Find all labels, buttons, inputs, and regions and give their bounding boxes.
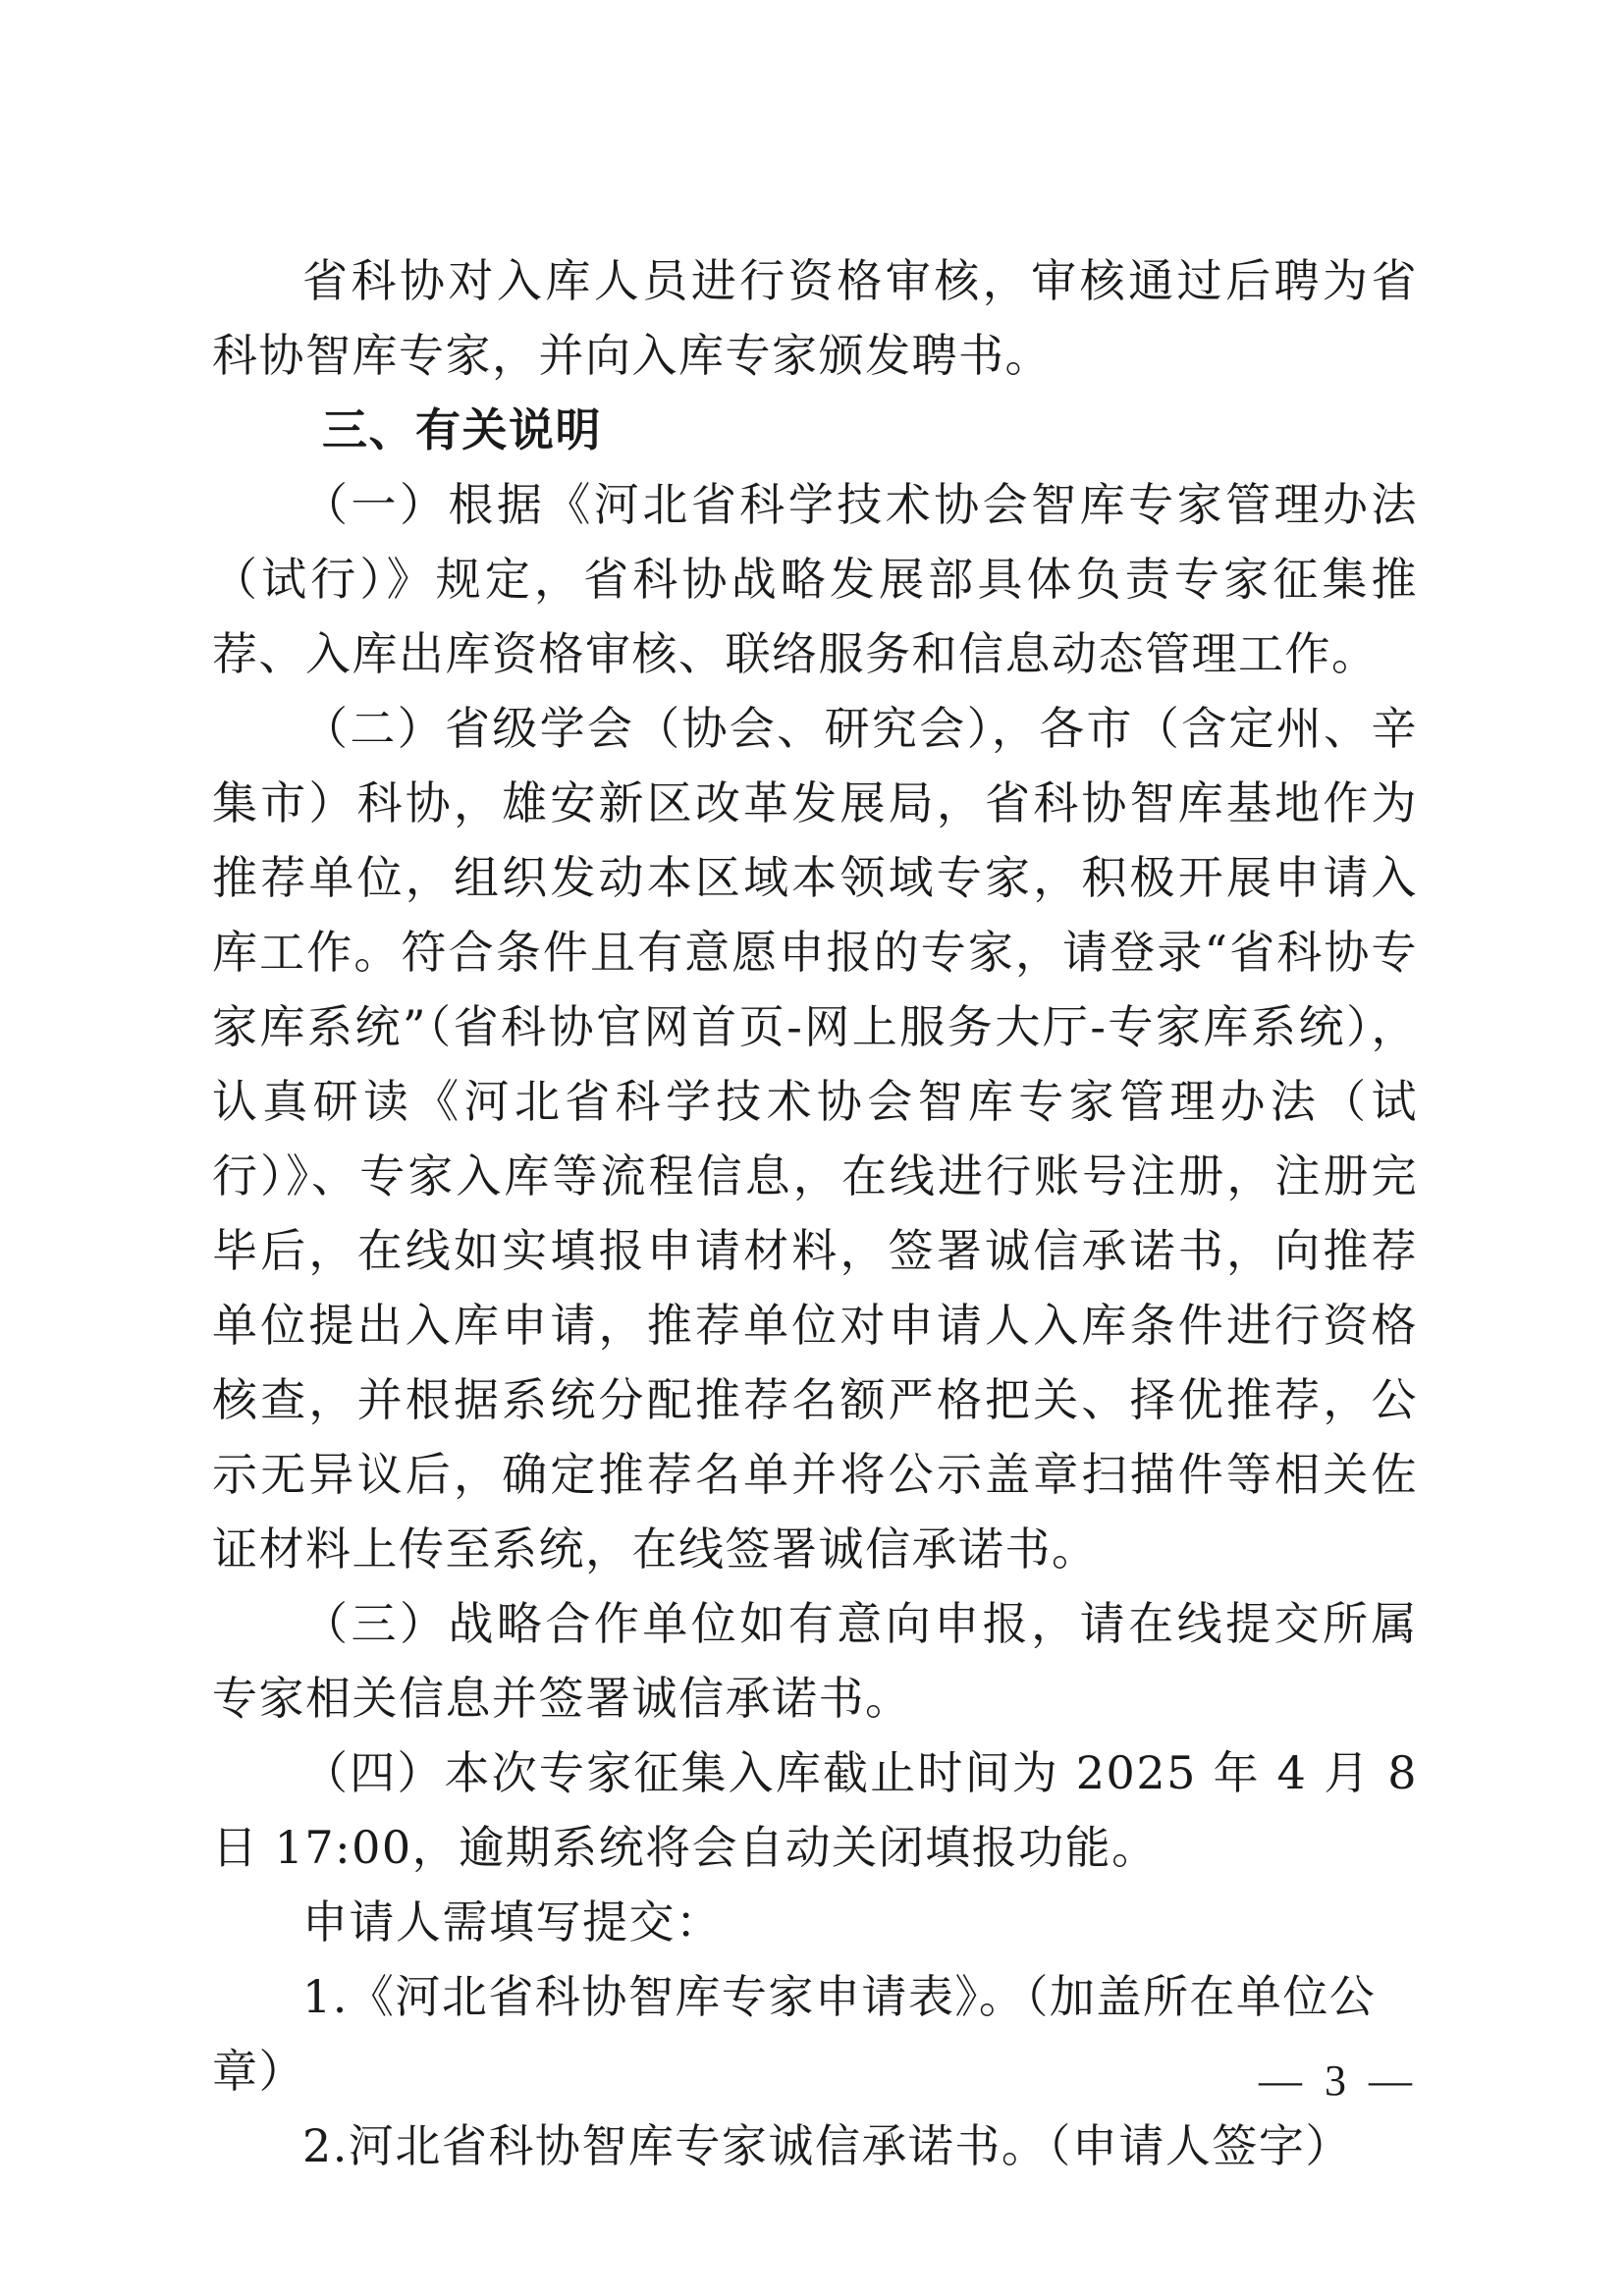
document-body [212,243,1418,2183]
submission-item-1: 1.《河北省科协智库专家申请表》。（加盖所在单位公章） [212,1970,1377,2098]
submission-intro: 申请人需填写提交： [302,1896,723,1949]
section-heading-notes: 三、有关说明 [322,403,602,456]
paragraph-item-1: （一）根据《河北省科学技术协会智库专家管理办法（试行）》规定，省科协战略发展部具体负责专家征集推荐、入库出库资格审核、联络服务和信息动态管理工作。 [212,478,1418,680]
submission-item-2: 2.河北省科协智库专家诚信承诺书。（申请人签字） [302,2119,1352,2172]
paragraph-item-2: （二）省级学会（协会、研究会），各市（含定州、辛集市）科协，雄安新区改革发展局，省科协智库基地作为推荐单位，组织发动本区域本领域专家，积极开展申请入库工作。符合条件且有意愿申报的专家，请登录“省科协专家库系统”（省科协官网首页-网上服务大厅-专家库系统），认真研读《河北省科学技术协会智库专家管理办法（试行）》、专家入库等流程信息，在线进行账号注册，注册完毕后，在线如实填报申请材料，签署诚信承诺书，向推荐单位提出入库申请，推荐单位对申请人入库条件进行资格核查，并根据系统分配推荐名额严格把关、择优推荐，公示无异议后，确定推荐名单并将公示盖章扫描件等相关佐证材料上传至系统，在线签署诚信承诺书。 [212,702,1418,1575]
paragraph-item-3: （三）战略合作单位如有意向申报，请在线提交所属专家相关信息并签署诚信承诺书。 [212,1597,1418,1725]
paragraph-review: 省科协对入库人员进行资格审核，审核通过后聘为省科协智库专家，并向入库专家颁发聘书。 [212,254,1418,382]
page-number: — 3 — [1259,2056,1418,2105]
paragraph-item-4: （四）本次专家征集入库截止时间为 2025 年 4 月 8 日 17:00，逾期系统将会自动关闭填报功能。 [212,1746,1418,1874]
